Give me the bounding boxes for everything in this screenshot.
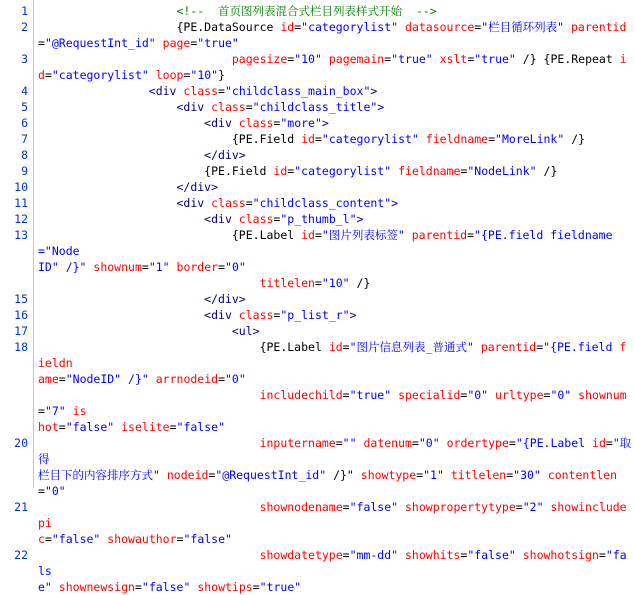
- code-token-plain: =: [252, 580, 260, 594]
- code-token-str: "0": [225, 372, 246, 386]
- code-token-plain: [516, 548, 523, 562]
- line-number: 20: [14, 436, 28, 450]
- code-token-plain: [160, 468, 167, 482]
- code-token-plain: =: [245, 100, 253, 114]
- line-number: 8: [21, 148, 28, 162]
- code-token-str: "false": [176, 420, 225, 434]
- line-number: [0, 467, 28, 499]
- code-token-plain: =: [218, 84, 225, 98]
- code-content[interactable]: [34, 0, 634, 594]
- code-token-attr: loop: [155, 68, 184, 82]
- code-token-plain: =: [287, 52, 295, 66]
- code-line[interactable]: [38, 467, 632, 499]
- code-token-plain: =: [342, 340, 350, 354]
- code-token-str: "0": [44, 484, 66, 498]
- code-token-plain: [38, 100, 176, 114]
- code-token-plain: [440, 436, 447, 450]
- code-token-plain: [38, 324, 232, 338]
- code-token-plain: =: [287, 164, 295, 178]
- code-token-plain: [170, 260, 177, 274]
- code-token-attr: includechild: [259, 388, 343, 402]
- code-token-attr: arrnodeid: [155, 372, 219, 386]
- line-number: 3: [21, 52, 28, 66]
- code-token-attr: id: [38, 52, 627, 82]
- code-token-str: "true": [197, 36, 239, 50]
- code-token-attr: titlelen: [259, 276, 315, 290]
- code-token-plain: [38, 308, 204, 322]
- code-token-attr: fieldname: [398, 164, 461, 178]
- code-token-attr: class: [238, 212, 274, 226]
- code-token-plain: [38, 548, 260, 562]
- code-token-str: "childclass_content": [252, 196, 392, 210]
- line-number: [0, 531, 28, 547]
- code-token-attr: parentid: [480, 340, 537, 354]
- code-token-str: "fals: [38, 548, 627, 578]
- code-line[interactable]: [38, 147, 632, 163]
- line-number: [0, 259, 28, 275]
- code-token-plain: =: [44, 68, 52, 82]
- code-line[interactable]: [38, 115, 632, 131]
- code-token-plain: =: [245, 196, 253, 210]
- code-token-plain: [398, 548, 405, 562]
- code-token-str: "0": [225, 260, 246, 274]
- code-token-plain: [38, 4, 176, 18]
- code-token-plain: =: [218, 260, 226, 274]
- code-line[interactable]: [38, 163, 632, 179]
- code-token-attr: class: [183, 84, 219, 98]
- code-token-str: "false": [65, 420, 115, 434]
- code-token-str: "true": [391, 52, 433, 66]
- code-token-str: "p_thumb_l": [280, 212, 357, 226]
- code-token-brace: {PE.Label: [259, 340, 329, 354]
- code-token-plain: [322, 52, 329, 66]
- code-token-comment: <!-- 首页图列表混合式栏目列表样式开始 -->: [176, 4, 437, 18]
- line-number: 7: [21, 132, 28, 146]
- line-number: 12: [14, 212, 28, 226]
- code-token-str: "@RequestInt_id": [44, 36, 156, 50]
- code-line[interactable]: [38, 499, 632, 531]
- code-line[interactable]: [38, 211, 632, 227]
- code-token-brace: {PE.DataSource: [176, 20, 281, 34]
- code-token-plain: =: [314, 276, 322, 290]
- code-token-plain: [38, 500, 260, 514]
- code-token-plain: [398, 500, 405, 514]
- line-number: 13: [14, 228, 28, 242]
- line-number: 2: [21, 20, 28, 34]
- code-token-plain: [38, 388, 260, 402]
- code-line[interactable]: [38, 307, 632, 323]
- code-token-attr: hot: [38, 420, 59, 434]
- code-token-tagmark: >: [356, 212, 364, 226]
- line-number-gutter: [0, 0, 34, 562]
- code-token-attr: shownewsign: [58, 580, 135, 594]
- code-token-attr: id: [273, 164, 288, 178]
- code-token-plain: =: [506, 468, 514, 482]
- code-token-attr: id: [301, 228, 315, 242]
- code-token-plain: =: [460, 548, 468, 562]
- code-token-attr: showdatetype: [259, 548, 343, 562]
- code-line[interactable]: [38, 579, 632, 595]
- code-token-attr: showauthor: [107, 532, 177, 546]
- code-token-str: 栏目下的内容排序方式": [38, 468, 160, 482]
- code-token-plain: [38, 228, 232, 242]
- code-token-plain: [433, 52, 440, 66]
- code-token-attr: is: [72, 404, 87, 418]
- code-token-attr: showtype: [360, 468, 417, 482]
- code-token-attr: pagesize: [231, 52, 288, 66]
- code-token-attr: fieldn: [38, 340, 627, 370]
- code-token-plain: =: [467, 228, 475, 242]
- code-token-plain: =: [169, 420, 177, 434]
- code-token-attr: border: [176, 260, 219, 274]
- code-token-attr: urltype: [495, 388, 544, 402]
- code-token-attr: xslt: [439, 52, 468, 66]
- code-token-plain: =: [467, 52, 475, 66]
- line-number: [0, 387, 28, 419]
- code-line[interactable]: [38, 387, 632, 419]
- code-token-str: "childclass_main_box": [224, 84, 371, 98]
- code-token-plain: =: [38, 484, 45, 498]
- code-token-brace: {PE.Field: [204, 164, 274, 178]
- code-token-plain: =: [598, 548, 606, 562]
- code-token-tagmark: </div>: [204, 292, 246, 306]
- code-line[interactable]: [38, 51, 632, 83]
- line-number: 15: [14, 292, 28, 306]
- code-token-plain: =: [38, 404, 45, 418]
- code-token-plain: [398, 20, 405, 34]
- code-token-attr: parentid: [411, 228, 468, 242]
- line-number: [0, 419, 28, 435]
- code-token-attr: id: [592, 436, 606, 450]
- code-token-tagmark: >: [349, 308, 357, 322]
- code-token-plain: /}": [326, 468, 361, 482]
- code-token-plain: =: [605, 436, 613, 450]
- code-line[interactable]: [38, 131, 632, 147]
- line-number: 1: [21, 4, 28, 18]
- code-token-str: "categorylist": [301, 20, 399, 34]
- code-token-str: "false": [183, 532, 232, 546]
- code-token-str: "p_list_r": [280, 308, 350, 322]
- code-line[interactable]: [38, 547, 632, 579]
- code-token-plain: [474, 340, 481, 354]
- code-token-plain: /}: [564, 132, 586, 146]
- code-token-str: "childclass_title": [252, 100, 378, 114]
- code-token-plain: [38, 276, 260, 290]
- code-token-plain: [38, 132, 232, 146]
- code-token-plain: =: [273, 212, 281, 226]
- code-token-attr: pagemain: [328, 52, 385, 66]
- code-token-str: "栏目循环列表": [481, 20, 565, 34]
- code-token-tagmark: <div: [204, 212, 239, 226]
- code-token-plain: =: [508, 436, 516, 450]
- code-token-str: e": [38, 580, 52, 594]
- code-token-str: "false": [51, 532, 101, 546]
- code-token-str: "{PE.field: [543, 340, 620, 354]
- line-number: 21: [14, 500, 28, 514]
- code-token-tagmark: </div>: [176, 180, 219, 194]
- code-token-attr: titlelen: [450, 468, 507, 482]
- code-line[interactable]: [38, 419, 632, 435]
- code-token-plain: /}: [349, 276, 371, 290]
- code-token-str: "categorylist": [294, 164, 392, 178]
- code-token-attr: fieldname: [425, 132, 489, 146]
- code-token-plain: =: [134, 580, 142, 594]
- code-token-str: "图片列表标签": [321, 228, 405, 242]
- code-line[interactable]: [38, 435, 632, 467]
- code-token-str: "MoreLink": [495, 132, 565, 146]
- code-line[interactable]: [38, 179, 632, 195]
- code-token-plain: =: [411, 436, 419, 450]
- code-token-plain: =: [190, 36, 198, 50]
- line-number: 16: [14, 308, 28, 322]
- code-token-plain: =: [536, 340, 544, 354]
- code-token-plain: [52, 580, 59, 594]
- code-token-plain: [38, 52, 232, 66]
- line-number: 17: [14, 324, 28, 338]
- code-token-attr: parentid: [571, 20, 627, 34]
- code-token-plain: [38, 196, 176, 210]
- code-token-plain: =: [38, 36, 45, 50]
- code-token-plain: =: [44, 532, 52, 546]
- line-number: 22: [14, 548, 28, 562]
- code-token-plain: [419, 132, 426, 146]
- code-token-attr: ordertype: [446, 436, 509, 450]
- code-token-plain: [444, 468, 451, 482]
- code-token-attr: showhits: [405, 548, 461, 562]
- code-token-tagmark: >: [377, 100, 385, 114]
- code-line[interactable]: [38, 83, 632, 99]
- code-token-str: "false": [141, 580, 191, 594]
- code-token-plain: [488, 388, 495, 402]
- code-token-tagmark: >: [321, 116, 329, 130]
- code-token-plain: =: [314, 228, 322, 242]
- code-token-attr: ame: [38, 372, 59, 386]
- code-token-brace: {PE.Label: [231, 228, 302, 242]
- code-token-tagmark: <div: [204, 308, 239, 322]
- code-token-plain: [541, 468, 548, 482]
- code-token-plain: =: [314, 132, 322, 146]
- code-token-attr: datenum: [363, 436, 412, 450]
- code-token-str: "30": [513, 468, 541, 482]
- line-number: 18: [14, 340, 28, 354]
- code-token-plain: [38, 180, 176, 194]
- code-token-plain: =: [460, 164, 468, 178]
- code-line[interactable]: [38, 3, 632, 19]
- line-number: [0, 371, 28, 387]
- code-token-attr: c: [38, 532, 45, 546]
- code-token-plain: [149, 68, 156, 82]
- code-token-attr: contentlen: [547, 468, 618, 482]
- code-token-plain: =: [460, 388, 468, 402]
- code-token-plain: =: [543, 388, 551, 402]
- code-token-attr: shownum: [578, 388, 627, 402]
- code-token-tagmark: <div: [176, 100, 212, 114]
- code-token-plain: [156, 36, 163, 50]
- code-token-str: "more": [280, 116, 322, 130]
- code-token-str: ID" /}": [38, 260, 87, 274]
- code-token-plain: =: [416, 468, 424, 482]
- code-token-str: "7": [44, 404, 66, 418]
- code-token-brace: {PE.Field: [231, 132, 302, 146]
- code-token-plain: [38, 292, 204, 306]
- code-token-str: "": [342, 436, 357, 450]
- code-token-str: "mm-dd": [349, 548, 399, 562]
- line-number: 9: [21, 164, 28, 178]
- code-line[interactable]: [38, 259, 632, 275]
- line-number: 5: [21, 100, 28, 114]
- code-token-tagmark: >: [391, 196, 399, 210]
- code-token-str: "NodeLink": [467, 164, 537, 178]
- code-token-plain: =: [342, 500, 350, 514]
- code-token-plain: =: [488, 132, 496, 146]
- code-token-attr: page: [162, 36, 191, 50]
- line-number: [0, 579, 28, 595]
- code-token-plain: [38, 148, 204, 162]
- code-line[interactable]: [38, 339, 632, 371]
- code-token-plain: [38, 20, 176, 34]
- code-token-attr: class: [238, 308, 274, 322]
- code-token-str: "false": [467, 548, 516, 562]
- code-token-attr: shownum: [93, 260, 142, 274]
- code-token-attr: inputername: [259, 436, 336, 450]
- code-token-str: "10": [321, 276, 350, 290]
- code-token-str: "1": [423, 468, 444, 482]
- code-token-str: "1": [148, 260, 170, 274]
- code-token-plain: =: [273, 116, 281, 130]
- code-token-plain: /}: [515, 52, 544, 66]
- code-line[interactable]: [38, 227, 632, 259]
- code-token-attr: showtips: [197, 580, 253, 594]
- code-token-attr: class: [211, 196, 246, 210]
- code-token-str: "10": [294, 52, 322, 66]
- code-token-attr: shownodename: [259, 500, 343, 514]
- code-token-str: "false": [349, 500, 399, 514]
- code-token-tagmark: <div: [176, 196, 212, 210]
- code-token-attr: id: [328, 340, 343, 354]
- code-token-plain: [38, 340, 260, 354]
- code-token-tagmark: <div: [204, 116, 239, 130]
- code-token-plain: =: [342, 548, 350, 562]
- code-line[interactable]: [38, 291, 632, 307]
- code-token-plain: [38, 436, 260, 450]
- code-token-str: "{PE.Label: [515, 436, 593, 450]
- code-token-plain: [38, 84, 149, 98]
- code-token-plain: }: [218, 68, 226, 82]
- code-token-plain: [149, 372, 156, 386]
- code-token-attr: specialid: [398, 388, 461, 402]
- code-token-str: "categorylist": [51, 68, 149, 82]
- line-number: 10: [14, 180, 28, 194]
- code-line[interactable]: [38, 531, 632, 547]
- code-token-plain: [38, 164, 204, 178]
- line-number: 11: [14, 196, 28, 210]
- code-token-plain: =: [183, 68, 191, 82]
- code-token-str: "0": [418, 436, 440, 450]
- code-token-str: "0": [550, 388, 572, 402]
- code-token-attr: id: [301, 132, 315, 146]
- code-token-str: "10": [190, 68, 219, 82]
- line-number: 4: [21, 84, 28, 98]
- code-token-plain: =: [474, 20, 482, 34]
- code-token-attr: class: [211, 100, 246, 114]
- code-token-tagmark: </div>: [204, 148, 246, 162]
- code-token-plain: =: [176, 532, 184, 546]
- code-line[interactable]: [38, 195, 632, 211]
- code-token-str: "{PE.field fieldname="Node: [38, 228, 613, 258]
- code-token-attr: showincludepi: [38, 500, 627, 530]
- code-token-str: "2": [522, 500, 544, 514]
- line-number: [0, 275, 28, 291]
- code-token-plain: /}: [536, 164, 558, 178]
- line-number: 6: [21, 116, 28, 130]
- code-token-plain: =: [141, 260, 149, 274]
- code-token-plain: =: [515, 500, 523, 514]
- code-token-str: "true": [259, 580, 302, 594]
- code-token-str: "@RequestInt_id": [215, 468, 327, 482]
- code-token-attr: showhotsign: [522, 548, 599, 562]
- code-token-attr: class: [238, 116, 274, 130]
- code-token-tagmark: >: [370, 84, 378, 98]
- code-token-attr: iselite: [121, 420, 170, 434]
- code-token-str: "图片信息列表_普通式": [349, 340, 474, 354]
- code-token-brace: {PE.Repeat: [543, 52, 620, 66]
- code-token-attr: datasource: [405, 20, 475, 34]
- code-token-plain: =: [384, 52, 392, 66]
- code-token-plain: =: [273, 308, 281, 322]
- code-token-plain: =: [294, 20, 302, 34]
- code-token-str: "true": [474, 52, 516, 66]
- code-token-str: "true": [349, 388, 392, 402]
- code-token-plain: [38, 116, 204, 130]
- code-line[interactable]: [38, 99, 632, 115]
- code-token-tagmark: <ul>: [231, 324, 260, 338]
- code-token-attr: id: [280, 20, 295, 34]
- code-token-plain: [564, 20, 571, 34]
- code-token-str: "NodeID" /}": [65, 372, 149, 386]
- code-token-str: "categorylist": [321, 132, 419, 146]
- code-line[interactable]: [38, 19, 632, 51]
- code-line[interactable]: [38, 371, 632, 387]
- code-token-plain: =: [218, 372, 225, 386]
- code-token-plain: [405, 228, 412, 242]
- code-token-str: "0": [467, 388, 489, 402]
- code-token-plain: =: [58, 420, 66, 434]
- code-token-plain: =: [58, 372, 66, 386]
- code-line[interactable]: [38, 323, 632, 339]
- code-token-attr: showpropertytype: [405, 500, 516, 514]
- code-token-plain: =: [208, 468, 216, 482]
- code-token-plain: [66, 404, 73, 418]
- code-token-str: "取得: [38, 436, 632, 466]
- code-token-plain: =: [335, 436, 343, 450]
- code-line[interactable]: [38, 275, 632, 291]
- code-token-attr: nodeid: [166, 468, 209, 482]
- code-token-plain: =: [342, 388, 350, 402]
- code-token-tagmark: <div: [148, 84, 184, 98]
- code-token-plain: [38, 212, 204, 226]
